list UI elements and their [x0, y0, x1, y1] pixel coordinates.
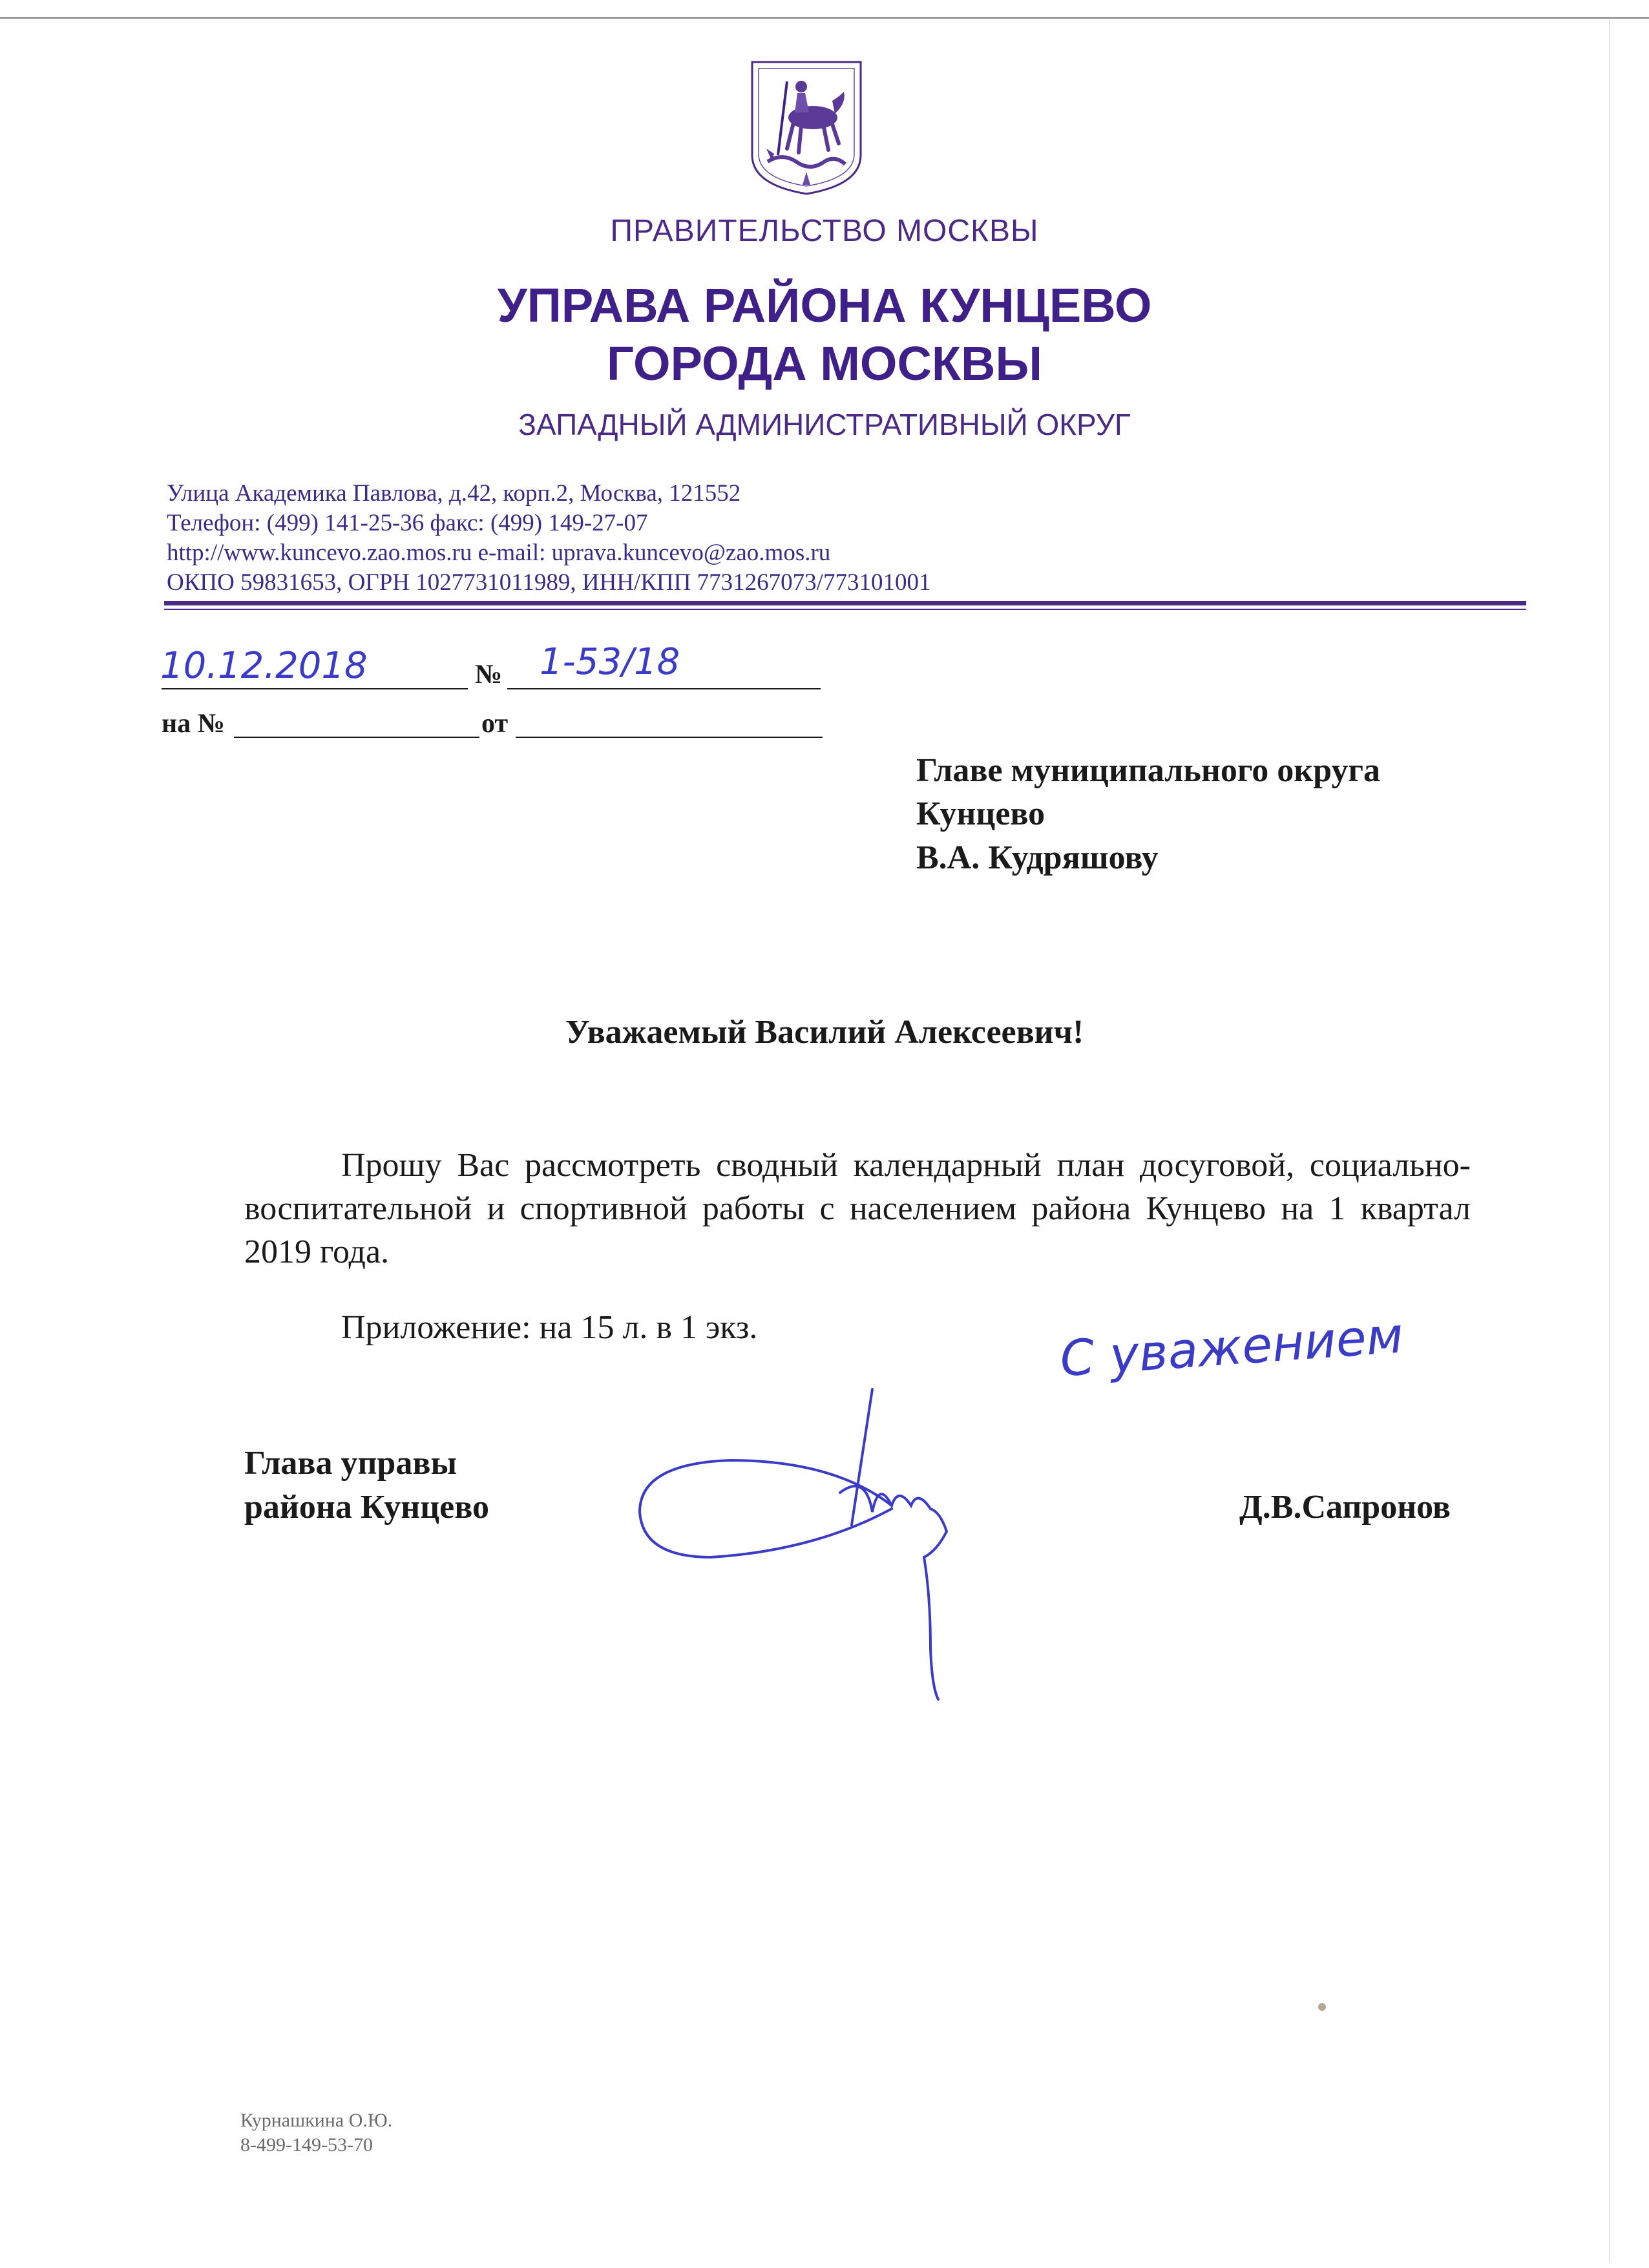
header-rule-thick	[164, 601, 1526, 605]
handwritten-signature	[620, 1363, 1008, 1712]
paper-speck	[1318, 2003, 1326, 2011]
letter-body-paragraph: Прошу Вас рассмотреть сводный календарный план досуговой, социально-воспитательной и спортивной работы с населением района Кунцево на 1 квартал 2019 года.	[244, 1147, 1471, 1270]
outgoing-date: 10.12.2018	[160, 645, 368, 687]
phone-fax-line: Телефон: (499) 141-25-36 факс: (499) 149-27-07	[167, 510, 648, 536]
number-label: №	[475, 660, 503, 689]
outgoing-number: 1-53/18	[540, 641, 680, 683]
handwritten-regards: С уважением	[1058, 1306, 1405, 1388]
address-line: Улица Академика Павлова, д.42, корп.2, Москва, 121552	[167, 480, 741, 507]
header-rule-thin	[164, 609, 1526, 610]
reference-number-label: на №	[162, 709, 225, 739]
web-email-line: http://www.kuncevo.zao.mos.ru e-mail: uprava.kuncevo@zao.mos.ru	[167, 540, 831, 566]
moscow-coat-of-arms-icon	[748, 58, 865, 196]
government-name: ПРАВИТЕЛЬСТВО МОСКВЫ	[610, 214, 1039, 248]
executor-phone: 8-499-149-53-70	[240, 2134, 373, 2156]
recipient-line: В.А. Кудряшову	[916, 839, 1159, 876]
reference-number-underline	[234, 737, 479, 738]
recipient-line: Главе муниципального округа	[916, 752, 1380, 789]
signer-title-line: района Кунцево	[244, 1489, 489, 1526]
page-top-edge	[0, 17, 1649, 19]
district-name: ЗАПАДНЫЙ АДМИНИСТРАТИВНЫЙ ОКРУГ	[518, 408, 1131, 441]
signer-title-line: Глава управы	[244, 1445, 457, 1482]
organization-name-line2: ГОРОДА МОСКВЫ	[607, 337, 1042, 390]
salutation: Уважаемый Василий Алексеевич!	[565, 1014, 1084, 1051]
executor-name: Курнашкина О.Ю.	[240, 2110, 393, 2131]
reference-from-label: от	[481, 709, 509, 739]
registry-codes-line: ОКПО 59831653, ОГРН 1027731011989, ИНН/КПП 7731267073/773101001	[167, 569, 931, 596]
reference-date-underline	[516, 737, 823, 738]
number-underline	[507, 688, 821, 689]
organization-name-line1: УПРАВА РАЙОНА КУНЦЕВО	[497, 278, 1152, 332]
letter-body	[244, 1144, 1471, 1274]
date-underline	[162, 688, 468, 689]
signer-name: Д.В.Сапронов	[1239, 1489, 1451, 1526]
annex-note: Приложение: на 15 л. в 1 экз.	[341, 1309, 758, 1346]
recipient-line: Кунцево	[916, 795, 1045, 832]
